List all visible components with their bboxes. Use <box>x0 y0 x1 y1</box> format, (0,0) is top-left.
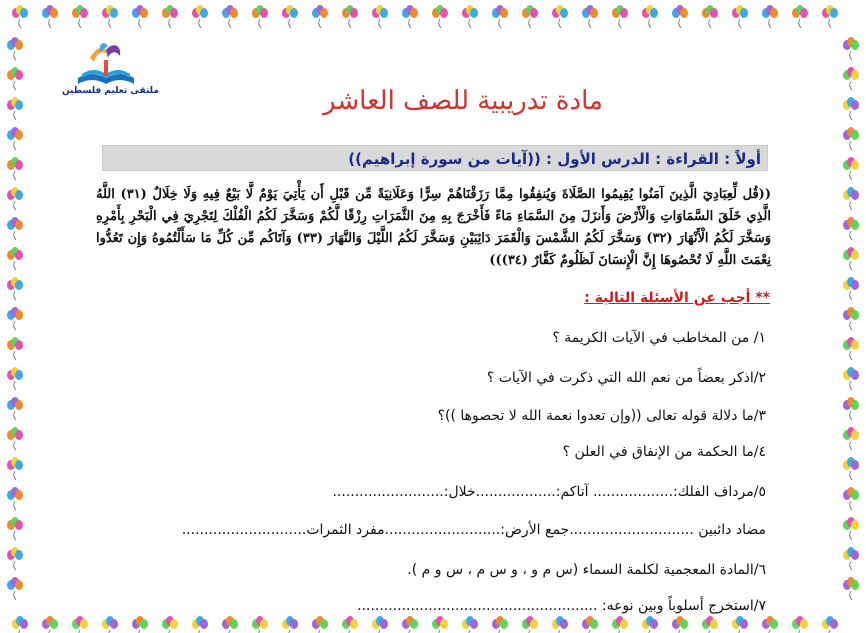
logo-text: ملتقى تعليم فلسطين <box>62 86 159 96</box>
question-6: ٦/المادة المعجمية لكلمة السماء (س م و ، و س م ، س و م ). <box>407 562 766 578</box>
question-5-antonyms: مضاد دائبين ............................جمع الأرض:..........................مفرد الثمرات............................ <box>181 522 766 538</box>
quran-verse-text: ((قُل لِّعِبَادِيَ الَّذِينَ آمَنُوا يُقِيمُوا الصَّلَاةَ وَيُنفِقُوا مِمَّا رَزَقْنَاهُمْ سِرًّا وَعَلَانِيَةً مِّن قَبْلِ أَن يَأْتِيَ يَوْمٌ لَّا بَيْعٌ فِيهِ وَلَا خِلَالٌ (٣١) اللَّهُ الَّذِي خَلَقَ السَّمَاوَاتِ وَالْأَرْضَ وَأَنزَلَ مِنَ السَّمَاءِ مَاءً فَأَخْرَجَ بِهِ مِنَ الثَّمَرَاتِ رِزْقًا لَّكُمْ وَسَخَّرَ لَكُمُ الْفُلْكَ لِتَجْرِيَ فِي الْبَحْرِ بِأَمْرِهِ وَسَخَّرَ لَكُمُ الْأَنْهَارَ (٣٢) وَسَخَّرَ لَكُمُ الشَّمْسَ وَالْقَمَرَ دَائِبَيْنِ وَسَخَّرَ لَكُمُ اللَّيْلَ وَالنَّهَارَ (٣٣) وَآتَاكُم مِّن كُلِّ مَا سَأَلْتُمُوهُ وَإِن تَعُدُّوا نِعْمَتَ اللَّهِ لَا تُحْصُوهَا إِنَّ الْإِنسَانَ لَظَلُومٌ كَفَّارٌ (٣٤))) <box>96 187 771 268</box>
question-7: ٧/استخرج أسلوباً وبين نوعه: ...................................................... <box>357 598 766 614</box>
question-2: ٢/اذكر بعضاً من نعم الله التي ذكرت في الآيات ؟ <box>486 370 766 386</box>
page-title: مادة تدريبية للصف العاشر <box>323 86 603 116</box>
question-5-synonyms: ٥/مرداف الفلك:.................. آتاكم:..................خلال:......................... <box>332 484 766 500</box>
instruction-heading: ** أجب عن الأسئلة التالية : <box>584 290 770 306</box>
section-heading: أولاً : القراءة : الدرس الأول : ((آيات من سورة إبراهيم)) <box>102 145 768 171</box>
question-3: ٣/ما دلالة قوله تعالى ((وإن تعدوا نعمة الله لا تحصوها ))؟ <box>437 408 766 424</box>
question-1: ١/ من المخاطب في الآيات الكريمة ؟ <box>552 330 766 346</box>
question-4: ٤/ما الحكمة من الإنفاق في العلن ؟ <box>562 444 766 460</box>
